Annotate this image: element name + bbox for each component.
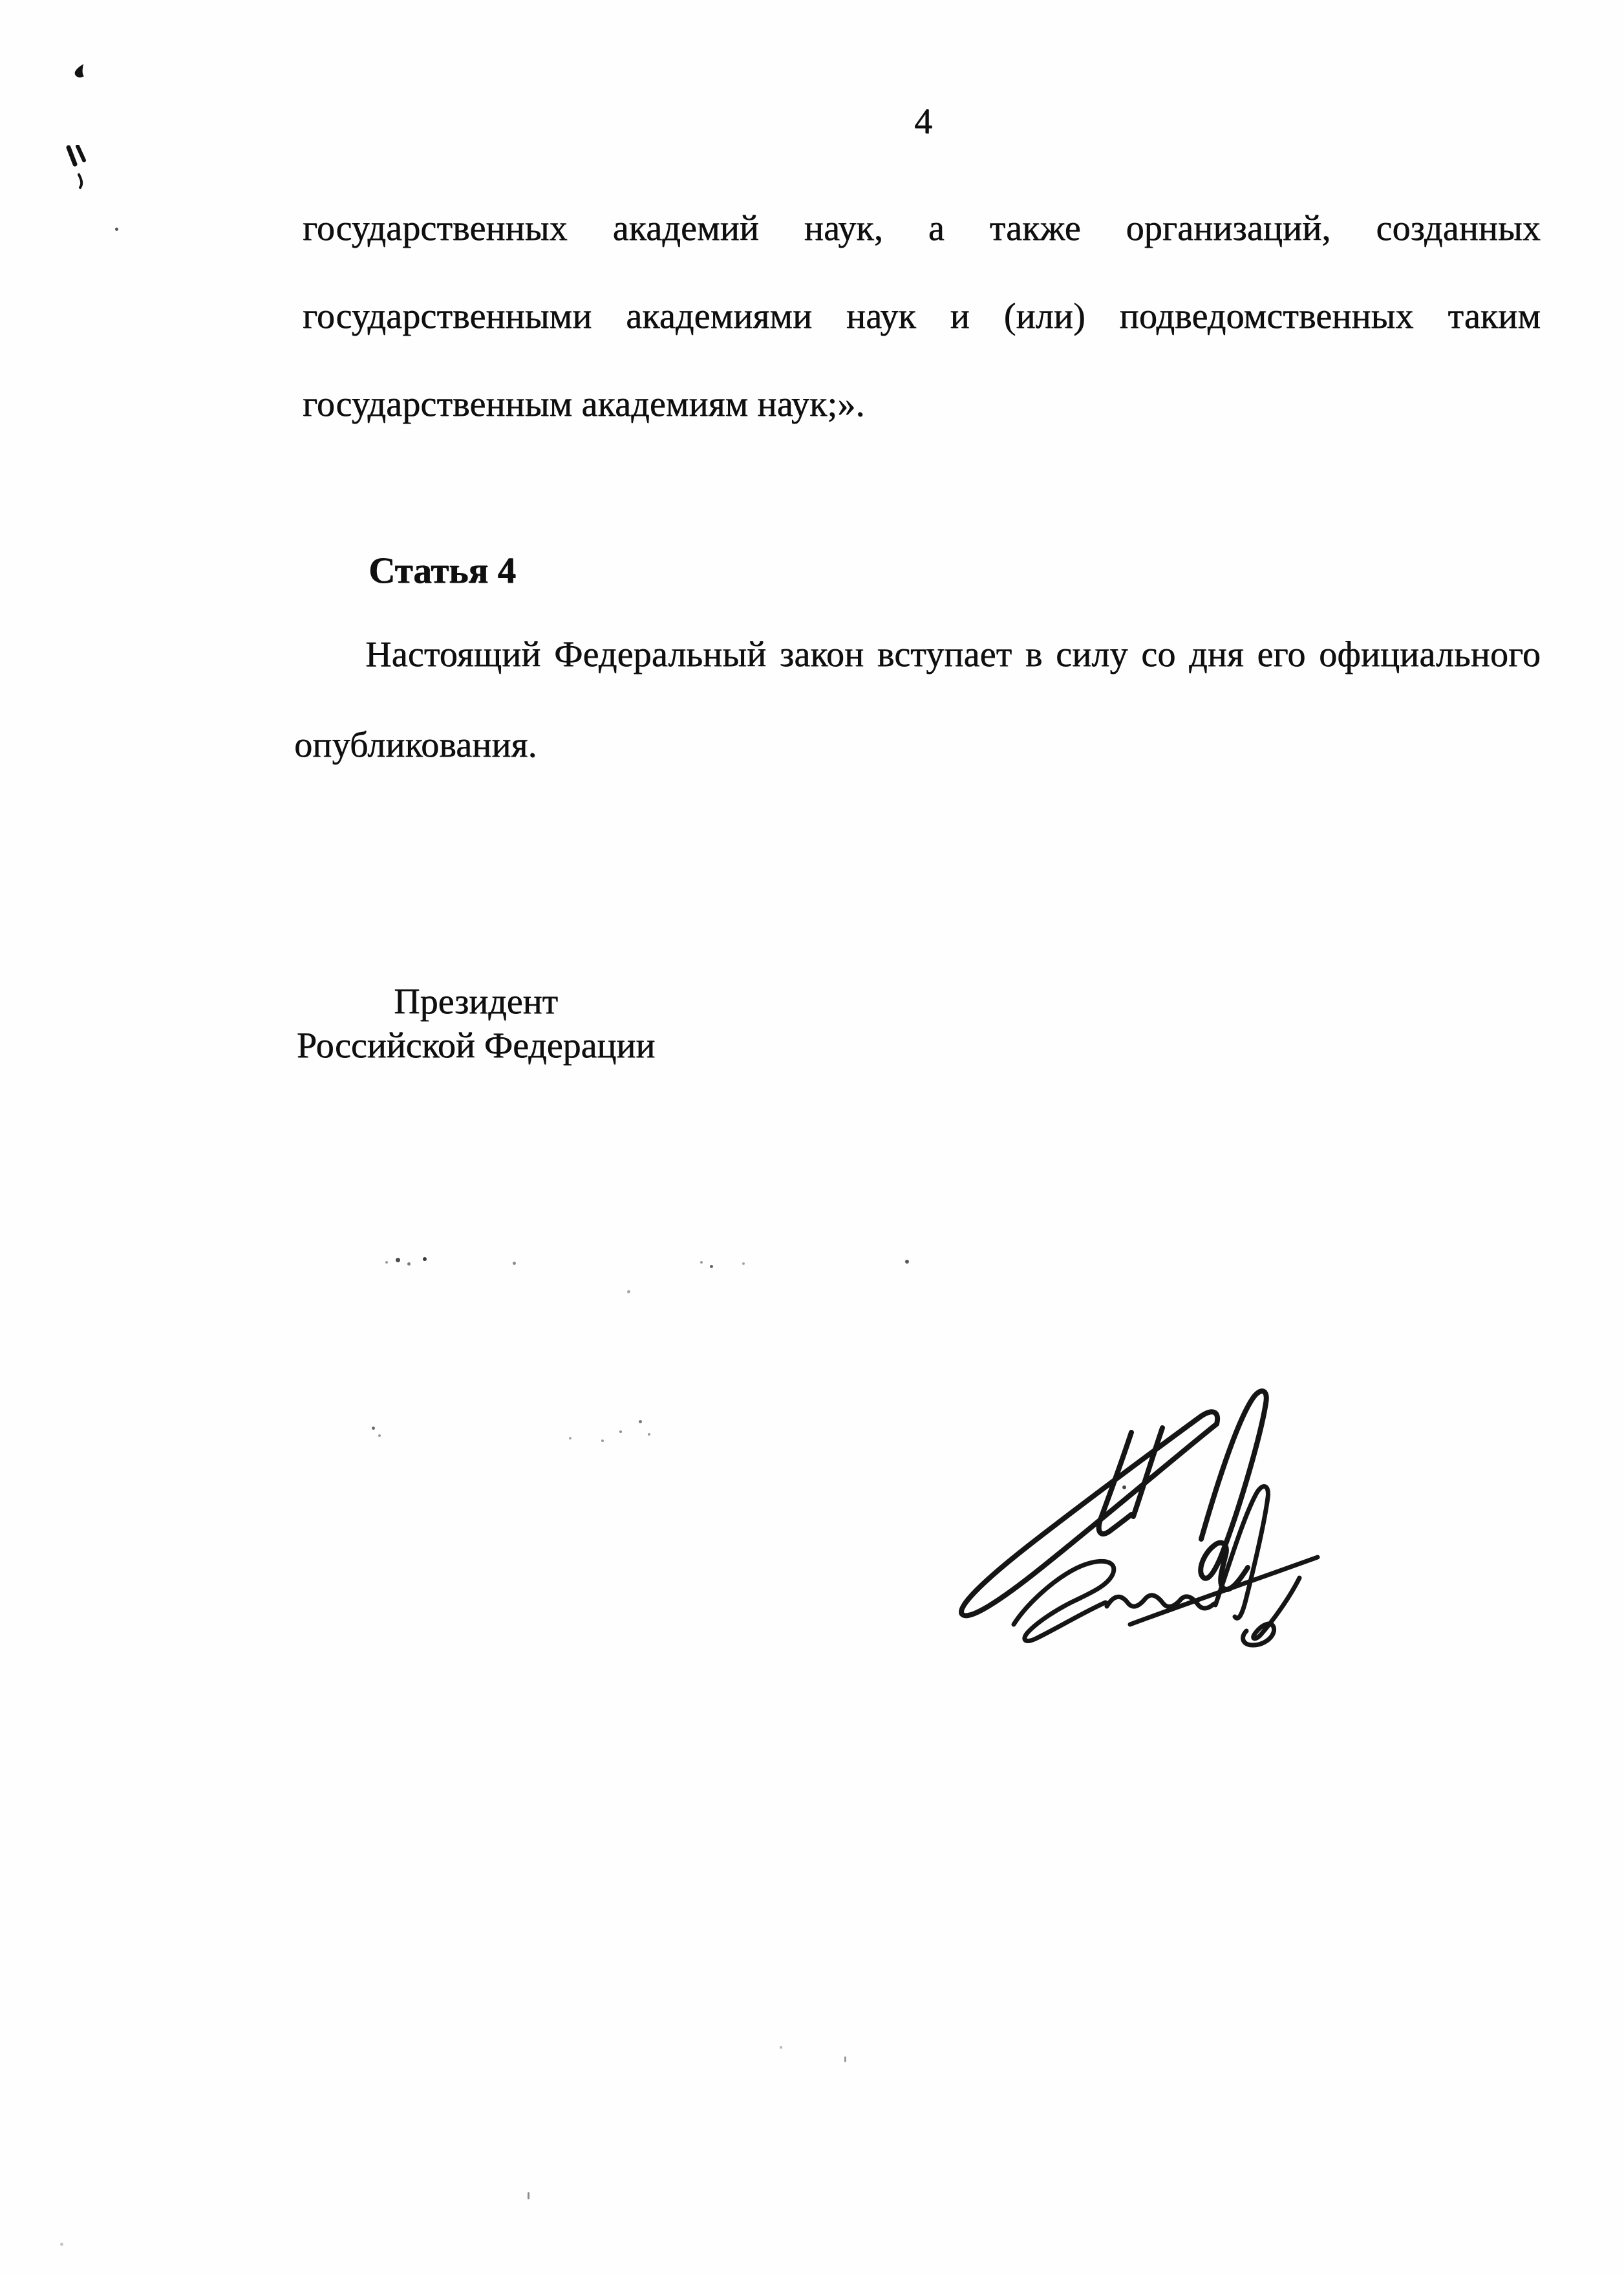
scan-speck	[700, 1261, 703, 1264]
scan-speck	[407, 1262, 411, 1266]
paragraph-line: государственным академиям наук;».	[303, 384, 865, 424]
signature-scrawl	[937, 1384, 1325, 1649]
scan-speck	[780, 2046, 782, 2049]
scan-speck	[115, 228, 118, 231]
scan-speck	[385, 1261, 388, 1264]
article-heading: Статья 4	[369, 550, 516, 591]
paragraph-line: государственными академиями наук и (или) подведомственных таким	[303, 296, 1541, 336]
scan-speck	[1122, 1485, 1126, 1489]
paragraph-line: Настоящий Федеральный закон вступает в силу со дня его официального	[365, 634, 1541, 674]
ink-slash-mark	[63, 145, 89, 190]
scan-speck	[513, 1262, 516, 1265]
scan-speck	[844, 2056, 846, 2062]
paragraph-line: государственных академий наук, а также организаций, созданных	[303, 208, 1541, 248]
scan-speck	[372, 1427, 375, 1430]
scan-speck	[639, 1420, 642, 1423]
paragraph-line: опубликования.	[294, 725, 537, 765]
scan-speck	[378, 1434, 381, 1437]
page-number: 4	[914, 102, 932, 142]
scan-speck	[569, 1437, 572, 1439]
scan-speck	[742, 1262, 745, 1265]
scan-speck	[627, 1290, 630, 1293]
signatory-title-block	[286, 980, 665, 1068]
scan-speck	[619, 1430, 622, 1433]
scan-speck	[905, 1260, 909, 1264]
scan-speck	[528, 2192, 529, 2199]
scan-speck	[601, 1439, 604, 1442]
scan-speck	[648, 1433, 650, 1436]
scan-speck	[710, 1265, 713, 1268]
signatory-title-line: Российской Федерации	[296, 1026, 656, 1066]
signatory-title-line: Президент	[394, 982, 558, 1022]
scan-speck	[423, 1257, 427, 1261]
ink-blot-mark	[71, 62, 88, 80]
scan-speck	[396, 1258, 400, 1262]
scan-speck	[60, 2243, 63, 2246]
